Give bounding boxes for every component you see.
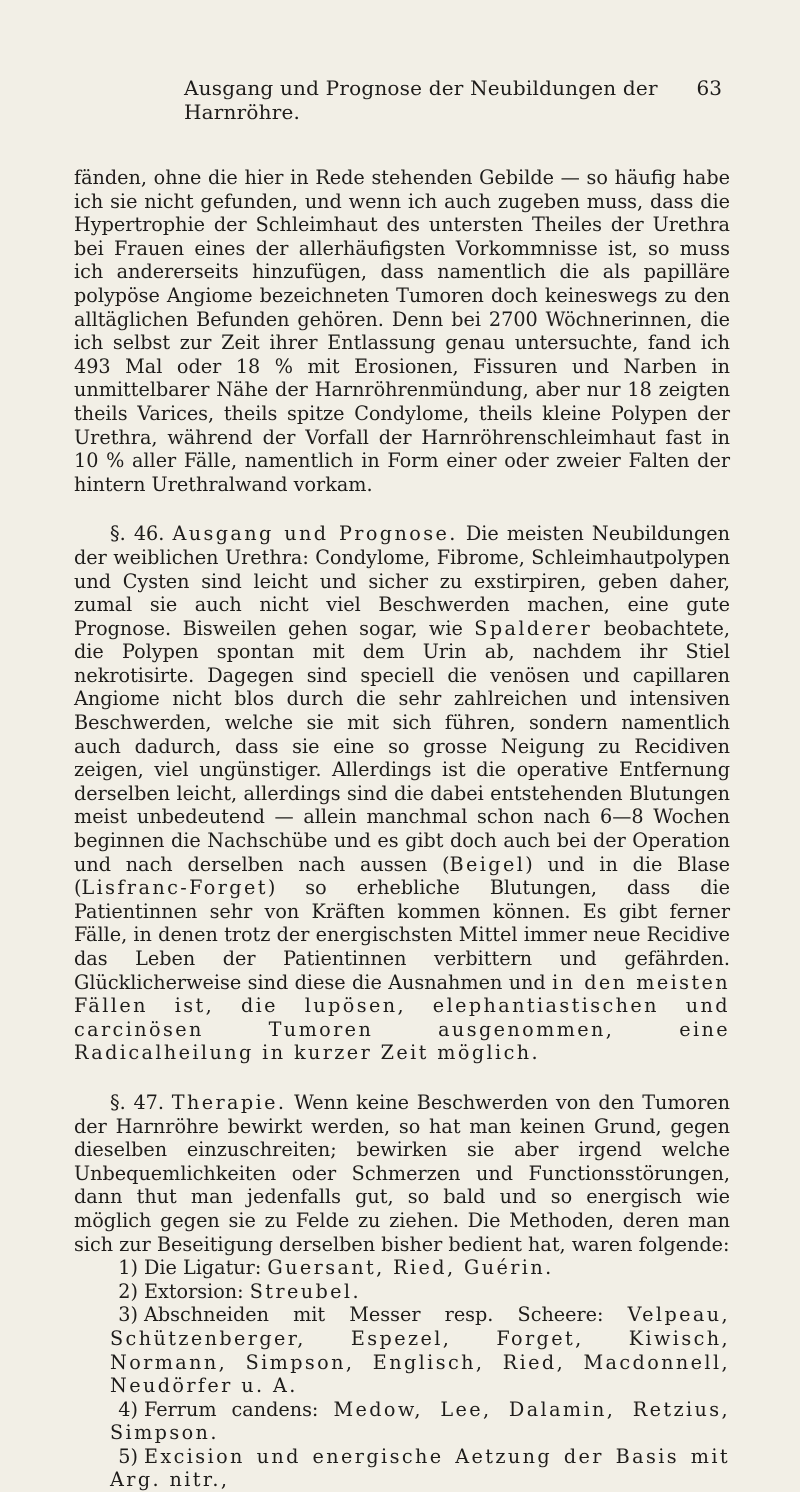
section-heading: Therapie. — [171, 1090, 287, 1114]
list-item: 4) Ferrum candens: Medow, Lee, Dalamin, Retzius, Simpson. — [110, 1397, 730, 1445]
page-number: 63 — [696, 76, 722, 100]
running-header — [74, 76, 730, 124]
paragraph-1: fänden, ohne die hier in Rede stehenden Gebilde — so häufig habe ich sie nicht gefunden, und wenn ich auch zugeben muss, dass die Hypertrophie der Schleimhaut des untersten Theiles der Urethra bei Frauen eines der allerhäufigsten Vorkommnisse ist, so muss ich andererseits hinzufügen, dass namentlich die als papilläre polypöse Angiome bezeichneten Tumoren doch keineswegs zu den alltäglichen Befunden gehören. Denn bei 2700 Wöchnerinnen, die ich selbst zur Zeit ihrer Entlassung genau untersuchte, fand ich 493 Mal oder 18 % mit Erosionen, Fissuren und Narben in unmittelbarer Nähe der Harnröhrenmündung, aber nur 18 zeigten theils Varices, theils spitze Condylome, theils kleine Polypen der Urethra, während der Vorfall der Harnröhrenschleimhaut fast in 10 % aller Fälle, namentlich in Form einer oder zweier Falten der hintern Urethralwand vorkam. — [74, 166, 730, 496]
paragraph-section-46 — [74, 522, 730, 1065]
list-item: 1) Die Ligatur: Guersant, Ried, Guérin. — [118, 1256, 554, 1280]
text-run: beobachtete, die Polypen spontan mit dem Urin ab, nachdem ihr Stiel nekrotisirte. Dagegen sind speciell die venösen und capillaren Angiome nicht blos durch die sehr zahlreichen und intensiven Beschwerden, welche sie mit sich führen, sondern namentlich auch dadurch, dass sie eine so grosse Neigung zu Recidiven zeigen, viel ungünstiger. Allerdings ist die operative Entfernung derselben leicht, allerdings sind die dabei entstehenden Blutungen meist unbedeutend — allein manchmal schon nach 6—8 Wochen beginnen die Nachschübe und es gibt doch auch bei der Operation und nach derselben nach aussen ( — [74, 616, 730, 876]
list-item: 2) Extorsion: Streubel. — [118, 1279, 361, 1303]
running-title: Ausgang und Prognose der Neubildungen der Harnröhre. — [184, 76, 658, 124]
paragraph-section-47 — [74, 1091, 730, 1256]
list-item: 3) Abschneiden mit Messer resp. Scheere: Velpeau, Schützenberger, Espezel, Forget, Kiwisch, Normann, Simpson, Englisch, Ried, Macdonnell, Neudörfer u. A. — [110, 1303, 730, 1398]
section-number: §. 47. — [110, 1090, 164, 1114]
section-number: §. 46. — [110, 522, 165, 546]
text-run: ) so erhebliche Blutungen, dass die Patientinnen sehr von Kräften kommen können. Es gibt ferner Fälle, in denen trotz der energischsten Mittel immer neue Recidive das Leben der Patientinnen verbittern und gefährden. Glücklicherweise sind diese die Ausnahmen und — [74, 876, 730, 994]
page-body — [74, 166, 730, 1492]
author-name: Lisfranc-Forget — [81, 876, 268, 900]
list-item: 5) Excision und energische Aetzung der Basis mit Arg. nitr., — [110, 1444, 730, 1492]
methods-list — [74, 1256, 730, 1492]
emphasized-text: in den meisten Fällen ist, die lupösen, elephantiastischen und carcinösen Tumoren ausgenommen, eine Radicalheilung in kurzer Zeit möglich. — [74, 970, 730, 1065]
section-heading: Ausgang und Prognose. — [172, 522, 458, 546]
text-run: Die meisten Neubildungen der weiblichen Urethra: Condylome, Fibrome, Schleimhautpolypen und Cysten sind leicht und sicher zu exstirpiren, geben daher, zumal sie auch nicht viel Beschwerden machen, eine gute Prognose. Bisweilen gehen sogar, wie — [74, 522, 730, 640]
text-run: Wenn keine Beschwerden von den Tumoren der Harnröhre bewirkt werden, so hat man keinen Grund, gegen dieselben einzuschreiten; bewirken sie aber irgend welche Unbequemlichkeiten oder Schmerzen und Functionsstörungen, dann thut man jedenfalls gut, so bald und so energisch wie möglich gegen sie zu Felde zu ziehen. Die Methoden, deren man sich zur Beseitigung derselben bisher bedient hat, waren folgende: — [74, 1090, 730, 1256]
book-page — [0, 76, 800, 1492]
author-name: Beigel — [449, 852, 526, 876]
author-name: Spalderer — [474, 616, 593, 640]
text-run: ) und in die Blase ( — [74, 852, 730, 900]
